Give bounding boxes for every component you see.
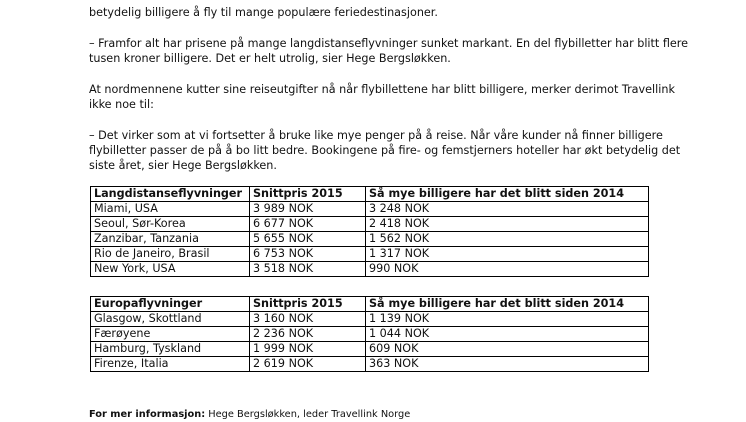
table-row: [91, 247, 649, 262]
europe-table: [90, 296, 649, 372]
route-cell: Firenze, Italia: [91, 357, 250, 372]
footer-label: For mer informasjon:: [89, 409, 206, 420]
route-cell: Færøyene: [91, 327, 250, 342]
reduction-cell: 609 NOK: [366, 342, 649, 357]
paragraph-4: – Det virker som at vi fortsetter å bruke like mye penger på å reise. Når våre kunder nå finner billigere flybilletter passer de på å bo litt bedre. Bookingene på fire- og femstjerners hoteller har økt betydelig det siste året, sier Hege Bergsløkken.: [89, 129, 681, 172]
table-row: [91, 342, 649, 357]
price-cell: 3 518 NOK: [250, 262, 366, 277]
reduction-cell: 1 317 NOK: [366, 247, 649, 262]
reduction-cell: 1 562 NOK: [366, 232, 649, 247]
route-cell: New York, USA: [91, 262, 250, 277]
column-header-reduction: Så mye billigere har det blitt siden 2014: [366, 187, 649, 202]
table-row: [91, 327, 649, 342]
column-header-reduction: Så mye billigere har det blitt siden 2014: [366, 297, 649, 312]
table-row: [91, 232, 649, 247]
price-cell: 2 236 NOK: [250, 327, 366, 342]
price-cell: 2 619 NOK: [250, 357, 366, 372]
column-header-route: Langdistanseflyvninger: [91, 187, 250, 202]
route-cell: Miami, USA: [91, 202, 250, 217]
price-cell: 6 677 NOK: [250, 217, 366, 232]
route-cell: Glasgow, Skottland: [91, 312, 250, 327]
table-header-row: [91, 297, 649, 312]
price-cell: 3 160 NOK: [250, 312, 366, 327]
price-cell: 5 655 NOK: [250, 232, 366, 247]
reduction-cell: 1 139 NOK: [366, 312, 649, 327]
paragraph-2: – Framfor alt har prisene på mange langdistanseflyvninger sunket markant. En del flybilletter har blitt flere tusen kroner billigere. Det er helt utrolig, sier Hege Bergsløkken.: [89, 37, 689, 65]
contact-footer: [89, 407, 410, 422]
table-row: [91, 312, 649, 327]
reduction-cell: 2 418 NOK: [366, 217, 649, 232]
route-cell: Seoul, Sør-Korea: [91, 217, 250, 232]
paragraph-1: betydelig billigere å fly til mange populære feriedestinasjoner.: [89, 6, 438, 19]
table-row: [91, 202, 649, 217]
reduction-cell: 363 NOK: [366, 357, 649, 372]
price-cell: 1 999 NOK: [250, 342, 366, 357]
table-row: [91, 262, 649, 277]
route-cell: Zanzibar, Tanzania: [91, 232, 250, 247]
long-haul-table: [90, 186, 649, 277]
reduction-cell: 1 044 NOK: [366, 327, 649, 342]
footer-contact: Hege Bergsløkken, leder Travellink Norge: [208, 409, 411, 420]
route-cell: Hamburg, Tyskland: [91, 342, 250, 357]
column-header-price: Snittpris 2015: [250, 297, 366, 312]
table-header-row: [91, 187, 649, 202]
reduction-cell: 3 248 NOK: [366, 202, 649, 217]
table-row: [91, 217, 649, 232]
price-cell: 6 753 NOK: [250, 247, 366, 262]
column-header-route: Europaflyvninger: [91, 297, 250, 312]
route-cell: Rio de Janeiro, Brasil: [91, 247, 250, 262]
reduction-cell: 990 NOK: [366, 262, 649, 277]
table-row: [91, 357, 649, 372]
price-cell: 3 989 NOK: [250, 202, 366, 217]
column-header-price: Snittpris 2015: [250, 187, 366, 202]
paragraph-3: At nordmennene kutter sine reiseutgifter nå når flybillettene har blitt billigere, merker derimot Travellink ikke noe til:: [89, 83, 675, 111]
